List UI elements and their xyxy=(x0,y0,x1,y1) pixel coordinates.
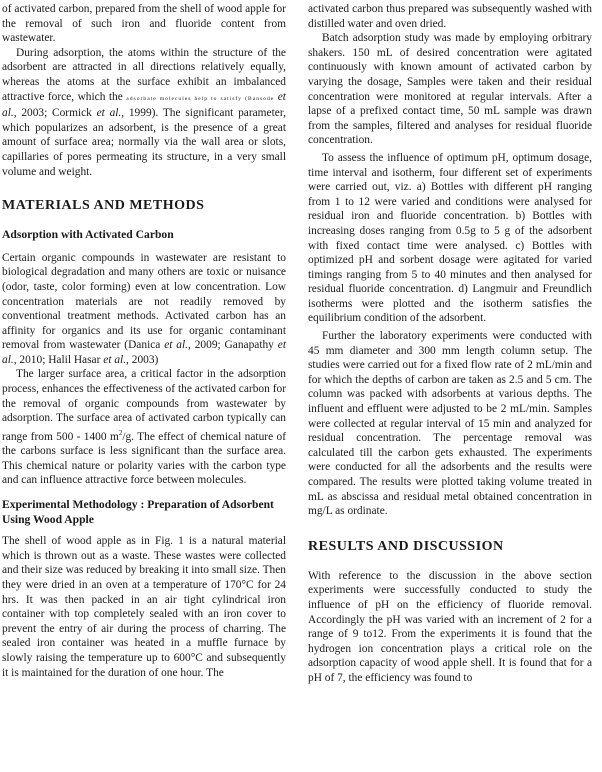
section-heading-results-discussion: RESULTS AND DISCUSSION xyxy=(308,538,504,554)
et-al: et al. xyxy=(103,353,127,366)
right-column xyxy=(308,2,592,686)
text-segment: , 2003) xyxy=(126,353,159,366)
small-print-text: adsorbate molecules help to satisfy (Bansode xyxy=(126,95,275,102)
text-segment: °C for 24 hrs. It was then packed in an air tight cylindrical iron container with top completely sealed with an iron cover to prevent the entry of air during the process of charring. The sealed iron container was heated in a muffle furnace by slowly raising the temperature up to 600 xyxy=(2,578,286,664)
paragraph-experiment-sets: To assess the influence of optimum pH, optimum dosage, time interval and isotherm, four different set of experiments were carried out, viz. a) Bottles with different pH ranging from 1 to 12 were varied and conditions were analysed for residual iron and fluoride concentration. b) Bottles with increasing doses ranging from 0.5g to 5 g of the adsorbent with fixed contact time were analysed. c) Bottles with optimized pH and sorbent dosage were agitated for varied timings ranging from 5 to 40 minutes and then analysed for residual fluoride concentration. d) Langmuir and Freundlich isotherms were plotted and the isotherm satisfies the equilibrium condition of the adsorbent. xyxy=(308,151,592,325)
text-segment: , 1999). The significant parameter, which popularizes an adsorbent, is the presence of a great amount of surface area; normally via the wall area or slots, capillaries of pores permeating its structure, in a very small volume and weight. xyxy=(2,107,287,178)
text-segment: Certain organic compounds in wastewater are resistant to biological degradation and many others are toxic or nuisance (odor, taste, color forming) even at low concentration. Low concentration materials are not readily removed by conventional treatment methods. Activated carbon has an affinity for organics and its use for organic contaminant removal from wastewater (Danica xyxy=(2,251,286,352)
superscript: 2 xyxy=(118,428,123,437)
text-segment: The larger surface area, a critical factor in the adsorption process, enhances the effectiveness of the activated carbon for the removal of organic compounds from wastewater by adsorption. The surface area of activated carbon typically can range from 500 - 1400 m xyxy=(2,368,286,443)
paragraph-results: With reference to the discussion in the above section experiments were successfully conducted to study the influence of pH on the efficiency of fluoride removal. Accordingly the pH was varied with an increment of 2 for a range of 9 to12. From the experiments it is found that the hydrogen ion concentration plays a critical role on the adsorption capacity of wood apple shell. It is found that for a pH of 7, the efficiency was found to xyxy=(308,569,592,684)
subheading-experimental-methodology: Experimental Methodology : Preparation of Adsorbent Using Wood Apple xyxy=(2,498,274,526)
text-segment: °C and subsequently it is maintained for the duration of one hour. The xyxy=(2,651,287,679)
paragraph-activated-carbon xyxy=(2,251,286,368)
subheading-adsorption-activated-carbon: Adsorption with Activated Carbon xyxy=(2,228,174,242)
paragraph-washing: activated carbon thus prepared was subsequently washed with distilled water and oven dried. xyxy=(308,3,592,30)
text-segment: 2003; Cormick xyxy=(21,107,92,120)
et-al: et al. xyxy=(164,339,189,352)
left-column xyxy=(2,2,286,680)
paragraph-adsorption-theory xyxy=(2,46,286,179)
text-segment: The shell of wood apple as in Fig. 1 is a natural material which is thrown out as a waste. These wastes were collected and their size was reduced by breaking it into small size. Then they were dried in an oven at a temperature of 170 xyxy=(2,535,286,591)
text-segment: , 2009; Ganapathy xyxy=(188,339,274,352)
et-al: et al., xyxy=(2,90,286,120)
text-segment: /g. The effect of chemical nature of the carbons surface is less significant than the surface area. This chemical nature or polarity varies with the carbon type and can influence attractive force between molecules. xyxy=(2,430,286,487)
paragraph-batch-study: Batch adsorption study was made by employing orbitrary shakers. 150 mL of desired concentration were agitated continuously with known amount of activated carbon by varying the dosage, Samples were taken and their residual concentration were monitored at regular intervals. After a lapse of a prefixed contact time, 50 mL sample was drawn from the samples, filtered and analyses for residual fluoride concentration. xyxy=(308,32,592,147)
paragraph-wood-apple-preparation xyxy=(2,534,286,680)
section-heading-materials-methods: MATERIALS AND METHODS xyxy=(2,198,205,214)
paragraph-intro-end: of activated carbon, prepared from the shell of wood apple for the removal of such iron and fluoride content from wastewater. xyxy=(2,3,286,45)
paragraph-surface-area xyxy=(2,367,286,488)
et-al: et al. xyxy=(2,339,286,366)
et-al: et al. xyxy=(96,107,122,120)
text-segment: , 2010; Halil Hasar xyxy=(13,353,101,366)
text-segment: During adsorption, the atoms within the structure of the adsorbent are attracted in all directions relatively equally, whereas the atoms at the surface exhibit an imbalanced attractive force, which the xyxy=(2,46,286,103)
paragraph-column-study: Further the laboratory experiments were conducted with 45 mm diameter and 300 mm length column setup. The studies were carried out for a fixed flow rate of 2 mL/min and for which the depths of carbon are taken as 2.5 and 5 cm. The column was packed with adsorbents at various depths. The influent and effluent were adjusted to be 2 mL/min. Samples were collected at regular interval of 15 min and analyzed for residual concentration. The percentage removal was calculated till the carbon gets exhausted. The experiments were conducted for all the adsorbents and the results were compared. The results were plotted taking volume treated in mL as abscissa and residual metal obtained concentration in mg/L as ordinate. xyxy=(308,330,592,518)
